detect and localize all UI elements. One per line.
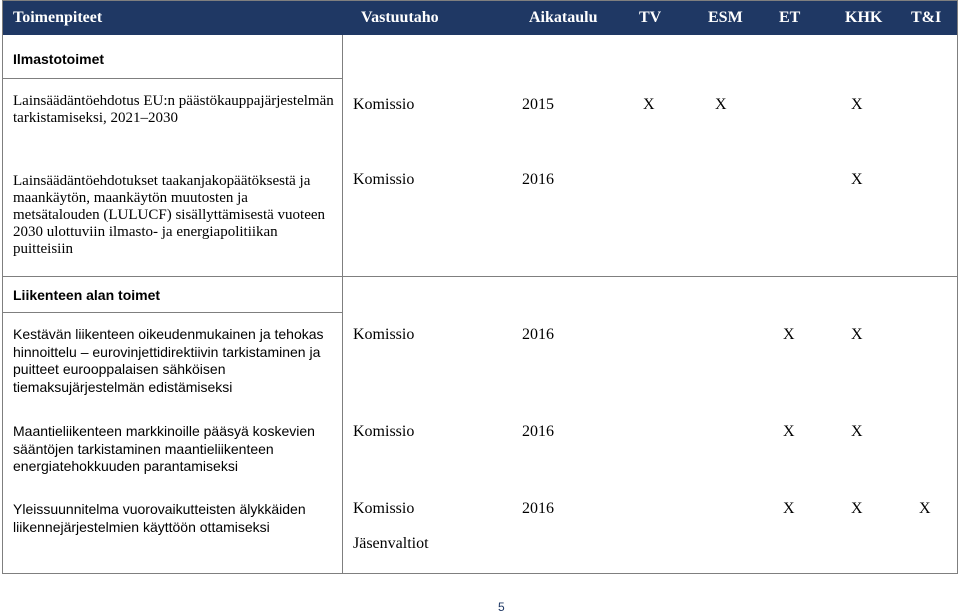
row-divider [3,312,342,313]
ti-cell: X [919,500,931,517]
tv-cell: X [643,96,655,113]
esm-cell: X [715,96,727,113]
vastuutaho-cell: Komissio [353,326,415,343]
aikataulu-cell: 2016 [522,326,554,343]
table-header [3,1,957,35]
row-divider [3,78,342,79]
measures-table [2,0,958,574]
header-tv: TV [639,9,662,26]
et-cell: X [783,500,795,517]
aikataulu-cell: 2016 [522,500,554,517]
vastuutaho-cell: Komissio [353,423,415,440]
header-ti: T&I [911,9,942,26]
vastuutaho-cell: Komissio [353,96,415,113]
header-esm: ESM [708,9,743,26]
header-aikataulu: Aikataulu [529,9,598,26]
task-cell: Maantieliikenteen markkinoille pääsyä koskevien sääntöjen tarkistaminen maantieliikenteen energiatehokkuuden parantamiseksi [13,423,315,474]
page-number: 5 [498,600,505,614]
row-divider [3,276,957,277]
et-cell: X [783,423,795,440]
khk-cell: X [851,326,863,343]
khk-cell: X [851,500,863,517]
section-ilmastotoimet: Ilmastotoimet [13,51,105,67]
task-cell: Lainsäädäntöehdotukset taakanjakopäätöksestä ja maankäytön, maankäytön muutosten ja metsätalouden (LULUCF) sisällyttämisestä vuoteen 2030 ulottuviin ilmasto- ja energiapolitiikan puitteisiin [13,173,326,257]
aikataulu-cell: 2016 [522,171,554,188]
khk-cell: X [851,171,863,188]
task-cell: Lainsäädäntöehdotus EU:n päästökauppajärjestelmän tarkistamiseksi, 2021–2030 [13,93,334,126]
task-cell: Yleissuunnitelma vuorovaikutteisten älykkäiden liikennejärjestelmien käyttöön ottamiseksi [13,501,306,535]
aikataulu-cell: 2016 [522,423,554,440]
et-cell: X [783,326,795,343]
khk-cell: X [851,96,863,113]
header-vastuutaho: Vastuutaho [361,9,439,26]
vastuutaho-cell-secondary: Jäsenvaltiot [353,535,429,552]
section-liikenteen-alan-toimet: Liikenteen alan toimet [13,287,161,303]
khk-cell: X [851,423,863,440]
column-divider [342,35,343,573]
header-toimenpiteet: Toimenpiteet [13,9,103,26]
header-et: ET [779,9,801,26]
task-cell: Kestävän liikenteen oikeudenmukainen ja tehokas hinnoittelu – eurovinjettidirektiivin tarkistaminen ja puitteet eurooppalaisen sähköisen tiemaksujärjestelmän edistämiseksi [13,326,324,395]
aikataulu-cell: 2015 [522,96,554,113]
vastuutaho-cell: Komissio [353,171,415,188]
header-khk: KHK [845,9,883,26]
vastuutaho-cell: Komissio [353,500,415,517]
